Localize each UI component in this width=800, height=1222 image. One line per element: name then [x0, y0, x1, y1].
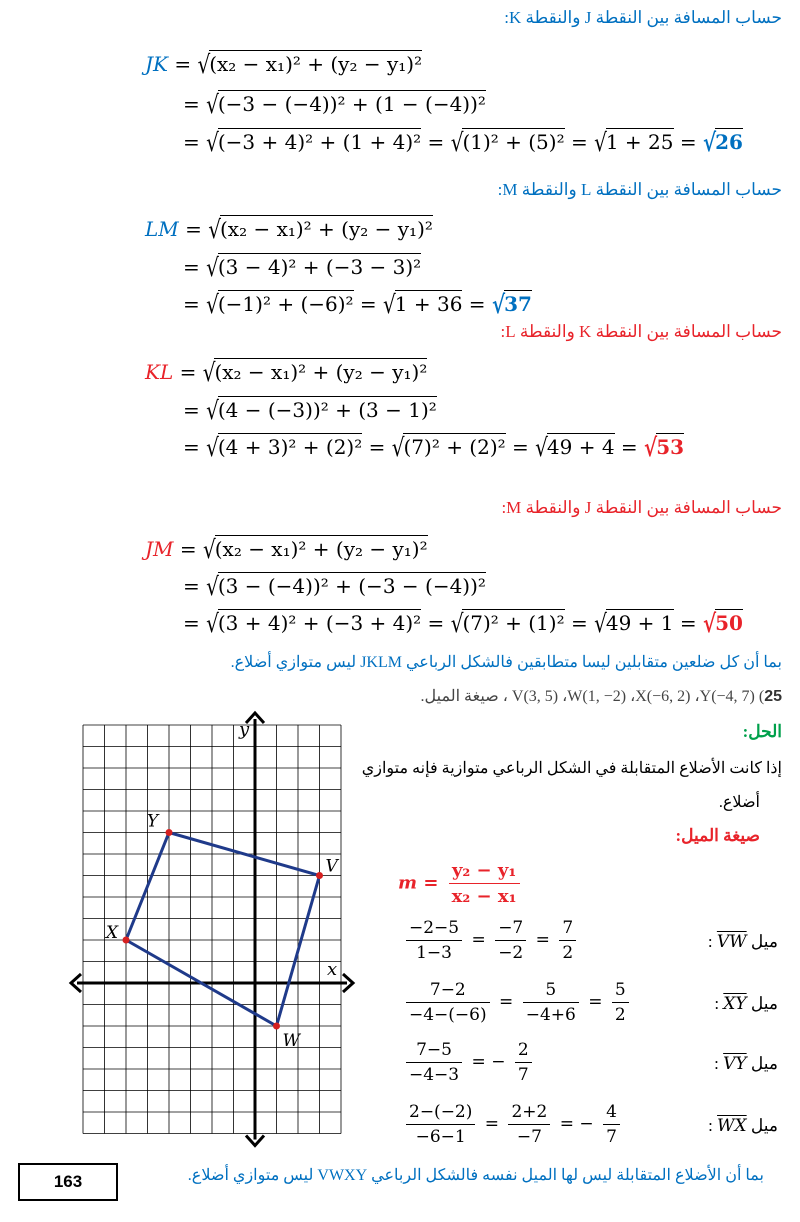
slope-row-vw: $\frac{-2-5}{1-3}$ = $\frac{-7}{-2}$ = $\frac{7}{2}$ — [402, 918, 580, 963]
jk-substitution: = √(−3 − (−4))² + (1 − (−4))² — [183, 89, 486, 119]
lm-result: 37 — [504, 292, 532, 316]
jk-simplify: = √(−3 + 4)² + (1 + 4)² = √(1)² + (5)² = √1 + 25 = √26 — [183, 127, 743, 157]
quadrilateral-vwxy — [126, 833, 320, 1027]
solution-label: الحل: — [742, 722, 782, 741]
heading-kl: حساب المسافة بين النقطة K والنقطة L: — [500, 322, 782, 341]
point-label-w: W — [282, 1031, 300, 1051]
slope-row-wx: $\frac{2-(-2)}{-6-1}$ = $\frac{2+2}{-7}$ = − $\frac{4}{7}$ — [402, 1102, 624, 1147]
heading-jk: حساب المسافة بين النقطة J والنقطة K: — [504, 8, 782, 27]
slope-row-vy: $\frac{7-5}{-4-3}$ = − $\frac{2}{7}$ — [402, 1040, 536, 1085]
point-y — [166, 829, 173, 836]
lm-formula: LM = √(x₂ − x₁)² + (y₂ − y₁)² — [145, 214, 433, 244]
problem-number: 25 — [764, 688, 782, 705]
kl-formula: KL = √(x₂ − x₁)² + (y₂ − y₁)² — [145, 357, 428, 387]
lm-simplify: = √(−1)² + (−6)² = √1 + 36 = √37 — [183, 289, 532, 319]
slope-label-xy: ميل $\overline{XY}$ : — [714, 994, 778, 1014]
slope-row-xy: $\frac{7-2}{-4-(-6)}$ = $\frac{5}{-4+6}$ = $\frac{5}{2}$ — [402, 980, 633, 1025]
jm-simplify: = √(3 + 4)² + (−3 + 4)² = √(7)² + (1)² = √49 + 1 = √50 — [183, 608, 743, 638]
problem-25: 25) V(3, 5) ،W(1, −2) ،X(−6, 2) ،Y(−4, 7) ، صيغة الميل. — [420, 688, 782, 705]
jk-result: 26 — [715, 130, 743, 154]
slope-formula: m = $\frac{\text{y₂ − y₁}}{\text{x₂ − x₁}}$ — [398, 860, 524, 907]
y-axis-label: y — [239, 719, 250, 740]
intro-line-2: أضلاع. — [718, 794, 760, 811]
x-axis-label: x — [327, 959, 338, 980]
point-x — [123, 937, 130, 944]
page-number: 163 — [18, 1163, 118, 1201]
lm-substitution: = √(3 − 4)² + (−3 − 3)² — [183, 252, 422, 282]
kl-result: 53 — [656, 435, 685, 459]
kl-substitution: = √(4 − (−3))² + (3 − 1)² — [183, 395, 437, 425]
intro-line-1: إذا كانت الأضلاع المتقابلة في الشكل الرباعي متوازية فإنه متوازي — [361, 760, 782, 777]
conclusion-jklm: بما أن كل ضلعين متقابلين ليسا متطابقين فالشكل الرباعي JKLM ليس متوازي أضلاع. — [230, 654, 782, 671]
point-label-x: X — [106, 923, 119, 943]
point-label-y: Y — [147, 811, 159, 832]
point-v — [316, 872, 323, 879]
jm-result: 50 — [715, 611, 743, 635]
heading-jm: حساب المسافة بين النقطة J والنقطة M: — [501, 498, 782, 517]
jm-substitution: = √(3 − (−4))² + (−3 − (−4))² — [183, 571, 486, 601]
slope-label-wx: ميل $\overline{WX}$ : — [708, 1116, 778, 1136]
slope-label-vy: ميل $\overline{VY}$ : — [714, 1054, 778, 1074]
conclusion-vwxy: بما أن الأضلاع المتقابلة ليس لها الميل نفسه فالشكل الرباعي VWXY ليس متوازي أضلاع. — [187, 1167, 764, 1184]
slope-label-vw: ميل $\overline{VW}$ : — [707, 932, 778, 952]
point-w — [273, 1023, 280, 1030]
coordinate-graph — [65, 705, 365, 1165]
heading-lm: حساب المسافة بين النقطة L والنقطة M: — [497, 180, 782, 199]
point-label-v: V — [325, 856, 338, 877]
slope-heading: صيغة الميل: — [675, 826, 760, 845]
jk-formula: JK = √(x₂ − x₁)² + (y₂ − y₁)² — [145, 49, 423, 79]
jm-formula: JM = √(x₂ − x₁)² + (y₂ − y₁)² — [145, 534, 428, 564]
kl-simplify: = √(4 + 3)² + (2)² = √(7)² + (2)² = √49 + 4 = √53 — [183, 432, 685, 462]
